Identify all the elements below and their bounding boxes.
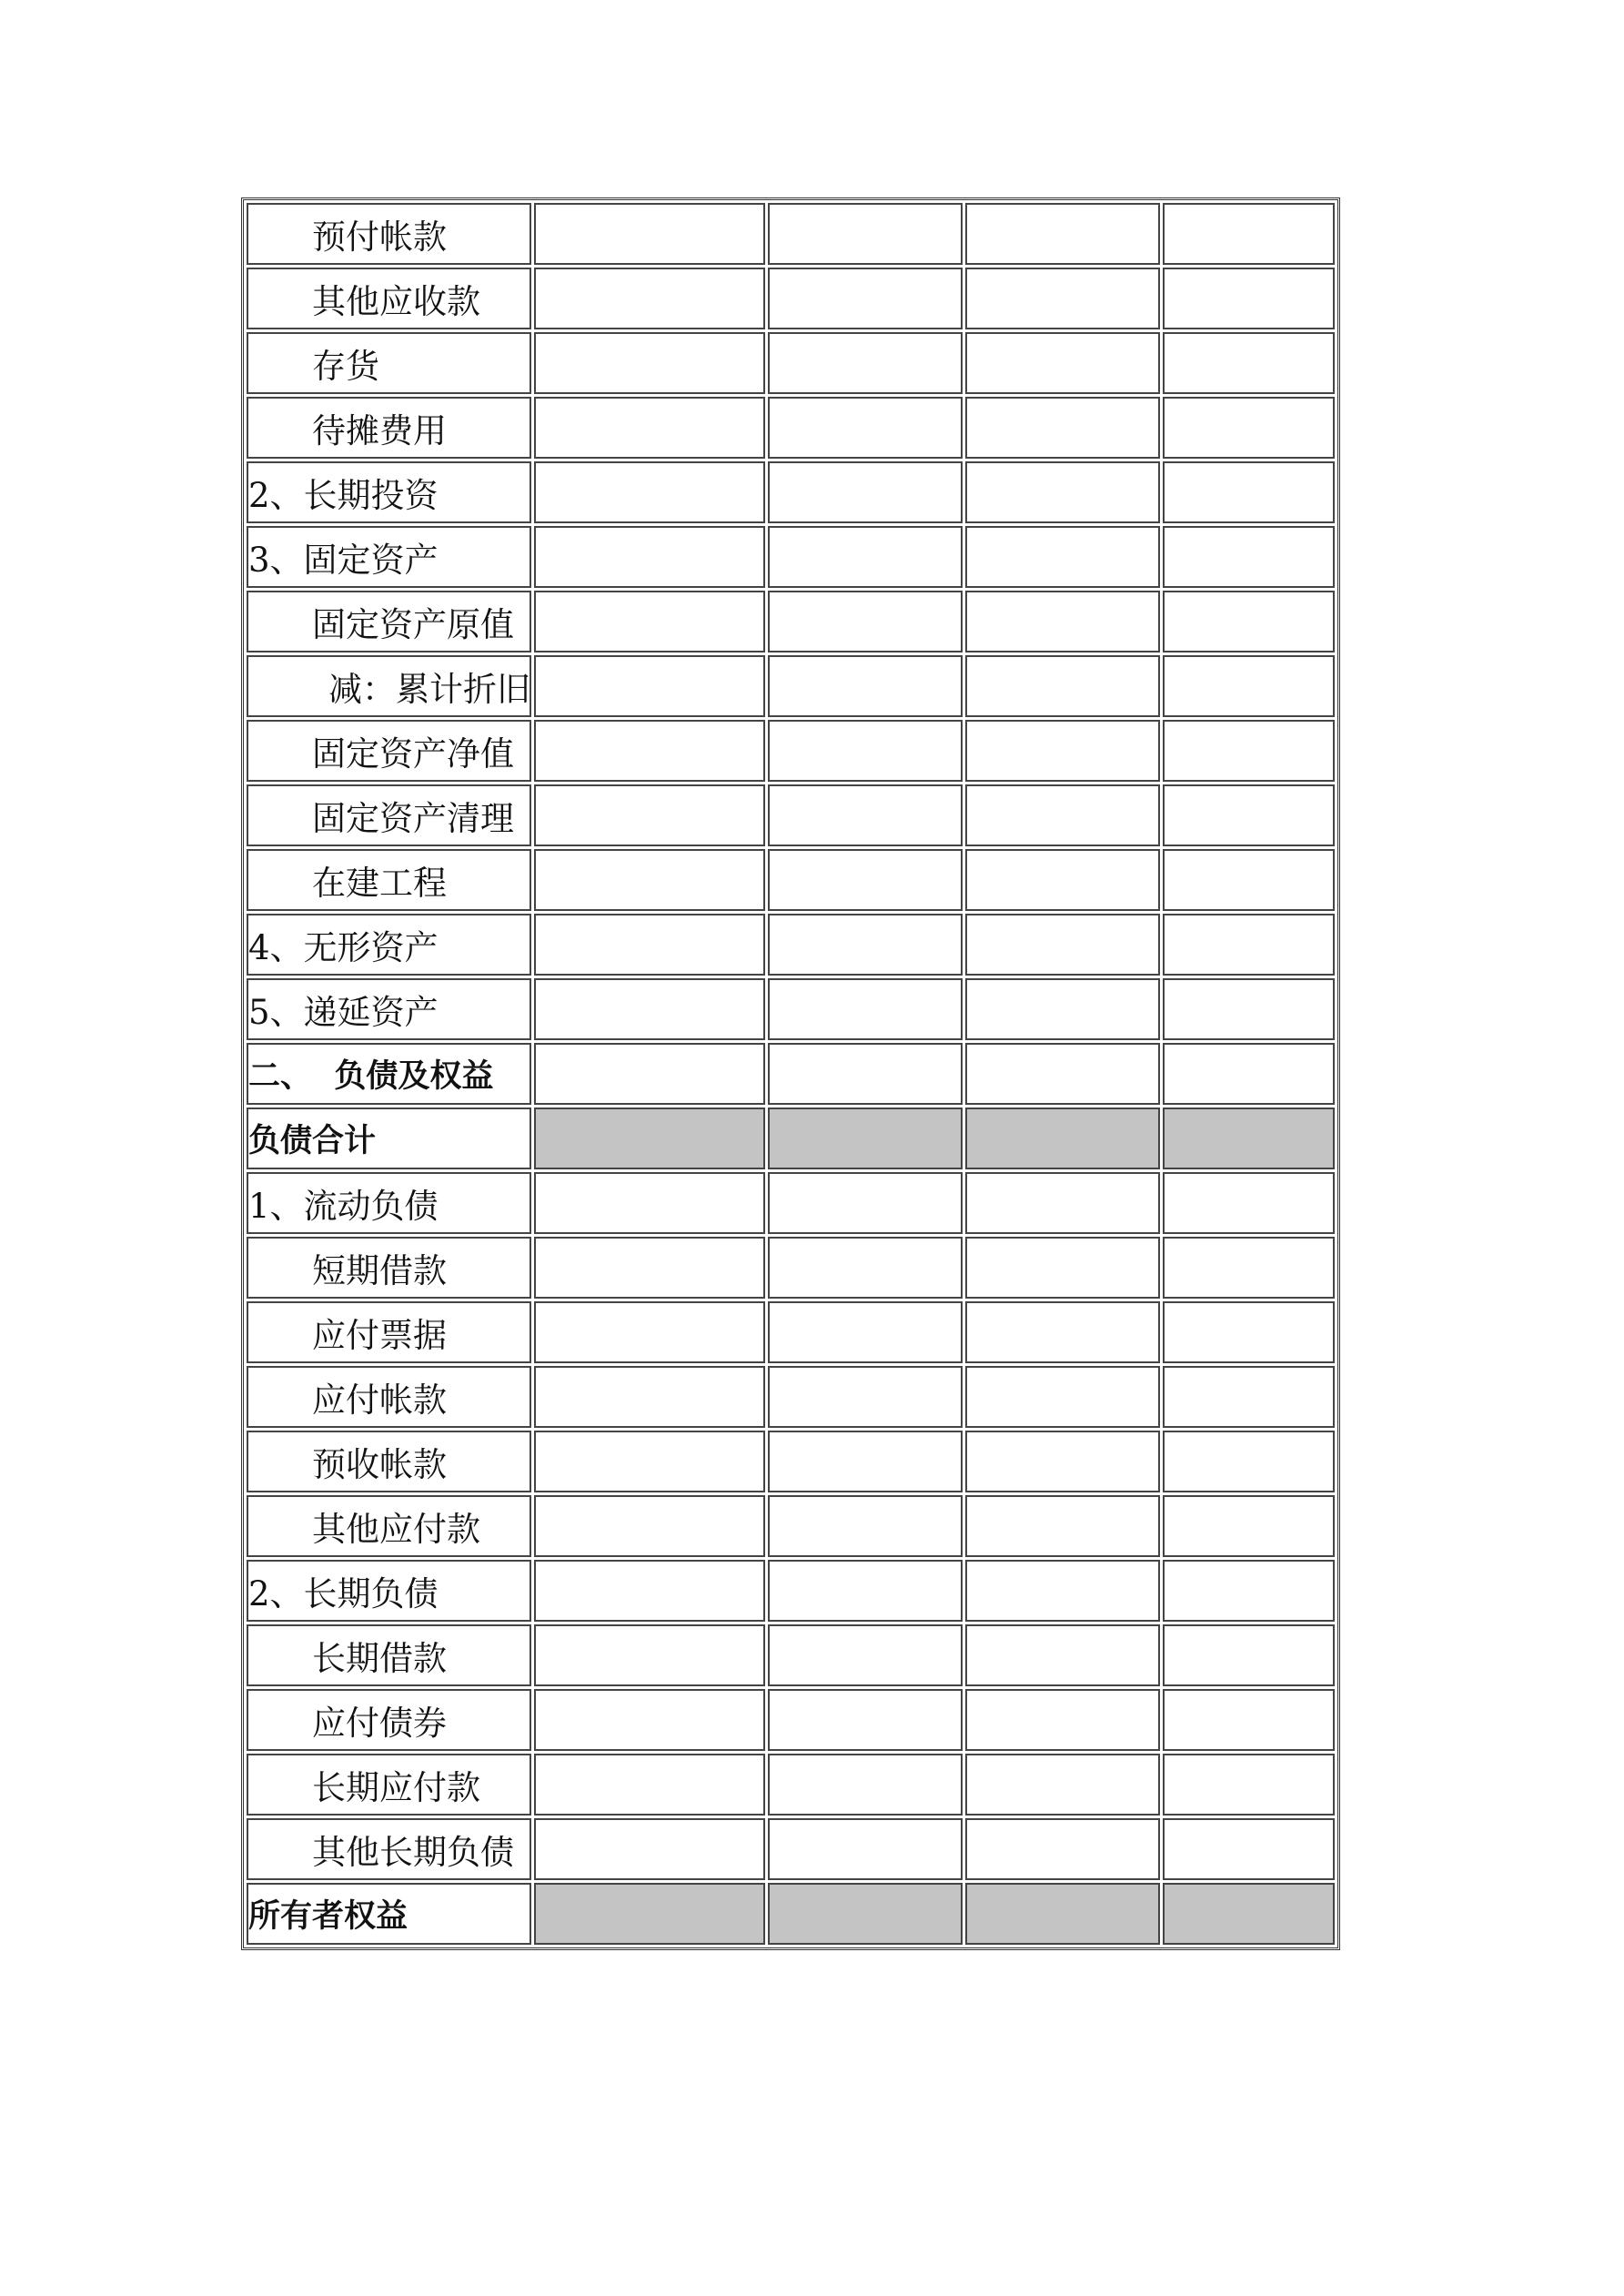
value-cell[interactable] — [1163, 1624, 1335, 1686]
ledger-table — [244, 200, 1337, 1947]
value-cell[interactable] — [965, 1689, 1160, 1751]
table-row — [247, 1301, 1335, 1363]
table-row — [247, 1431, 1335, 1492]
value-cell[interactable] — [534, 655, 765, 717]
value-cell[interactable] — [534, 332, 765, 394]
value-cell[interactable] — [965, 332, 1160, 394]
value-cell[interactable] — [768, 1237, 963, 1299]
value-cell[interactable] — [965, 1495, 1160, 1557]
row-label: 在建工程 — [247, 849, 531, 911]
value-cell[interactable] — [768, 591, 963, 652]
value-cell[interactable] — [965, 1560, 1160, 1622]
value-cell[interactable] — [965, 203, 1160, 265]
table-row — [247, 1883, 1335, 1945]
value-cell[interactable] — [965, 655, 1160, 717]
value-cell[interactable] — [965, 591, 1160, 652]
value-cell[interactable] — [534, 849, 765, 911]
value-cell[interactable] — [534, 914, 765, 976]
value-cell[interactable] — [1163, 268, 1335, 329]
table-row — [247, 591, 1335, 652]
section-heading: 所有者权益 — [247, 1883, 531, 1945]
table-row — [247, 268, 1335, 329]
row-label: 固定资产净值 — [247, 720, 531, 782]
row-label: 应付票据 — [247, 1301, 531, 1363]
value-cell[interactable] — [768, 655, 963, 717]
row-label: 长期借款 — [247, 1624, 531, 1686]
value-cell[interactable] — [1163, 914, 1335, 976]
row-label: 2、长期投资 — [247, 461, 531, 523]
row-label: 长期应付款 — [247, 1754, 531, 1816]
value-cell[interactable] — [1163, 1237, 1335, 1299]
value-cell[interactable] — [768, 1366, 963, 1428]
balance-sheet-table — [241, 197, 1340, 1950]
table-row — [247, 1560, 1335, 1622]
value-cell[interactable] — [768, 1754, 963, 1816]
value-cell[interactable] — [768, 461, 963, 523]
shaded-cell — [534, 1883, 765, 1945]
value-cell[interactable] — [534, 1431, 765, 1492]
row-label: 减：累计折旧 — [247, 655, 531, 717]
value-cell[interactable] — [768, 1689, 963, 1751]
value-cell[interactable] — [965, 784, 1160, 846]
value-cell[interactable] — [965, 1043, 1160, 1105]
value-cell[interactable] — [1163, 978, 1335, 1040]
value-cell[interactable] — [768, 1560, 963, 1622]
table-row — [247, 1366, 1335, 1428]
value-cell[interactable] — [534, 978, 765, 1040]
value-cell[interactable] — [1163, 526, 1335, 588]
table-row — [247, 655, 1335, 717]
row-label: 1、流动负债 — [247, 1172, 531, 1234]
table-row — [247, 526, 1335, 588]
value-cell[interactable] — [534, 720, 765, 782]
value-cell[interactable] — [965, 1754, 1160, 1816]
table-row — [247, 720, 1335, 782]
table-row — [247, 203, 1335, 265]
table-row — [247, 849, 1335, 911]
value-cell[interactable] — [965, 1237, 1160, 1299]
value-cell[interactable] — [534, 1560, 765, 1622]
value-cell[interactable] — [965, 461, 1160, 523]
value-cell[interactable] — [534, 461, 765, 523]
value-cell[interactable] — [1163, 1818, 1335, 1880]
shaded-cell — [768, 1883, 963, 1945]
table-row — [247, 461, 1335, 523]
value-cell[interactable] — [1163, 1301, 1335, 1363]
row-label: 其他应收款 — [247, 268, 531, 329]
value-cell[interactable] — [1163, 1172, 1335, 1234]
value-cell[interactable] — [534, 591, 765, 652]
row-label: 固定资产原值 — [247, 591, 531, 652]
shaded-cell — [768, 1108, 963, 1169]
row-label: 3、固定资产 — [247, 526, 531, 588]
table-row — [247, 1624, 1335, 1686]
value-cell[interactable] — [534, 1818, 765, 1880]
value-cell[interactable] — [1163, 784, 1335, 846]
table-row — [247, 1495, 1335, 1557]
table-row — [247, 1108, 1335, 1169]
row-label: 其他应付款 — [247, 1495, 531, 1557]
row-label: 存货 — [247, 332, 531, 394]
value-cell[interactable] — [768, 203, 963, 265]
value-cell[interactable] — [534, 1754, 765, 1816]
value-cell[interactable] — [534, 1366, 765, 1428]
section-heading: 二、 负债及权益 — [247, 1043, 531, 1105]
value-cell[interactable] — [965, 268, 1160, 329]
row-label: 预付帐款 — [247, 203, 531, 265]
value-cell[interactable] — [534, 268, 765, 329]
value-cell[interactable] — [965, 1624, 1160, 1686]
value-cell[interactable] — [965, 914, 1160, 976]
table-row — [247, 978, 1335, 1040]
value-cell[interactable] — [965, 849, 1160, 911]
row-label: 待摊费用 — [247, 397, 531, 459]
value-cell[interactable] — [965, 978, 1160, 1040]
value-cell[interactable] — [768, 1172, 963, 1234]
value-cell[interactable] — [1163, 591, 1335, 652]
table-row — [247, 1043, 1335, 1105]
value-cell[interactable] — [1163, 1366, 1335, 1428]
row-label: 2、长期负债 — [247, 1560, 531, 1622]
shaded-cell — [1163, 1108, 1335, 1169]
value-cell[interactable] — [768, 268, 963, 329]
value-cell[interactable] — [534, 1495, 765, 1557]
table-row — [247, 1172, 1335, 1234]
shaded-cell — [1163, 1883, 1335, 1945]
value-cell[interactable] — [534, 1043, 765, 1105]
value-cell[interactable] — [534, 1624, 765, 1686]
table-row — [247, 784, 1335, 846]
value-cell[interactable] — [1163, 1689, 1335, 1751]
value-cell[interactable] — [534, 1237, 765, 1299]
table-row — [247, 1237, 1335, 1299]
value-cell[interactable] — [534, 203, 765, 265]
value-cell[interactable] — [768, 1301, 963, 1363]
table-row — [247, 1818, 1335, 1880]
row-label: 应付帐款 — [247, 1366, 531, 1428]
value-cell[interactable] — [534, 397, 765, 459]
value-cell[interactable] — [768, 720, 963, 782]
value-cell[interactable] — [768, 397, 963, 459]
table-row — [247, 397, 1335, 459]
row-label: 4、无形资产 — [247, 914, 531, 976]
value-cell[interactable] — [768, 1818, 963, 1880]
table-row — [247, 1754, 1335, 1816]
value-cell[interactable] — [965, 1818, 1160, 1880]
row-label: 短期借款 — [247, 1237, 531, 1299]
value-cell[interactable] — [768, 914, 963, 976]
shaded-cell — [965, 1108, 1160, 1169]
value-cell[interactable] — [1163, 849, 1335, 911]
row-label: 其他长期负债 — [247, 1818, 531, 1880]
value-cell[interactable] — [1163, 203, 1335, 265]
value-cell[interactable] — [965, 1431, 1160, 1492]
value-cell[interactable] — [768, 849, 963, 911]
value-cell[interactable] — [965, 397, 1160, 459]
table-row — [247, 1689, 1335, 1751]
value-cell[interactable] — [1163, 332, 1335, 394]
value-cell[interactable] — [534, 784, 765, 846]
value-cell[interactable] — [768, 526, 963, 588]
value-cell[interactable] — [965, 1366, 1160, 1428]
table-row — [247, 332, 1335, 394]
row-label: 应付债券 — [247, 1689, 531, 1751]
value-cell[interactable] — [1163, 1560, 1335, 1622]
value-cell[interactable] — [965, 1301, 1160, 1363]
section-heading: 负债合计 — [247, 1108, 531, 1169]
shaded-cell — [965, 1883, 1160, 1945]
value-cell[interactable] — [1163, 1495, 1335, 1557]
value-cell[interactable] — [965, 1172, 1160, 1234]
value-cell[interactable] — [1163, 1043, 1335, 1105]
value-cell[interactable] — [534, 526, 765, 588]
value-cell[interactable] — [534, 1172, 765, 1234]
value-cell[interactable] — [1163, 461, 1335, 523]
value-cell[interactable] — [768, 1624, 963, 1686]
value-cell[interactable] — [1163, 655, 1335, 717]
value-cell[interactable] — [534, 1689, 765, 1751]
row-label: 固定资产清理 — [247, 784, 531, 846]
table-row — [247, 914, 1335, 976]
row-label: 预收帐款 — [247, 1431, 531, 1492]
value-cell[interactable] — [768, 1043, 963, 1105]
value-cell[interactable] — [768, 332, 963, 394]
value-cell[interactable] — [768, 1431, 963, 1492]
value-cell[interactable] — [1163, 1431, 1335, 1492]
row-label: 5、递延资产 — [247, 978, 531, 1040]
value-cell[interactable] — [1163, 397, 1335, 459]
value-cell[interactable] — [965, 526, 1160, 588]
value-cell[interactable] — [965, 720, 1160, 782]
value-cell[interactable] — [768, 978, 963, 1040]
value-cell[interactable] — [768, 784, 963, 846]
shaded-cell — [534, 1108, 765, 1169]
value-cell[interactable] — [768, 1495, 963, 1557]
value-cell[interactable] — [1163, 1754, 1335, 1816]
value-cell[interactable] — [1163, 720, 1335, 782]
value-cell[interactable] — [534, 1301, 765, 1363]
